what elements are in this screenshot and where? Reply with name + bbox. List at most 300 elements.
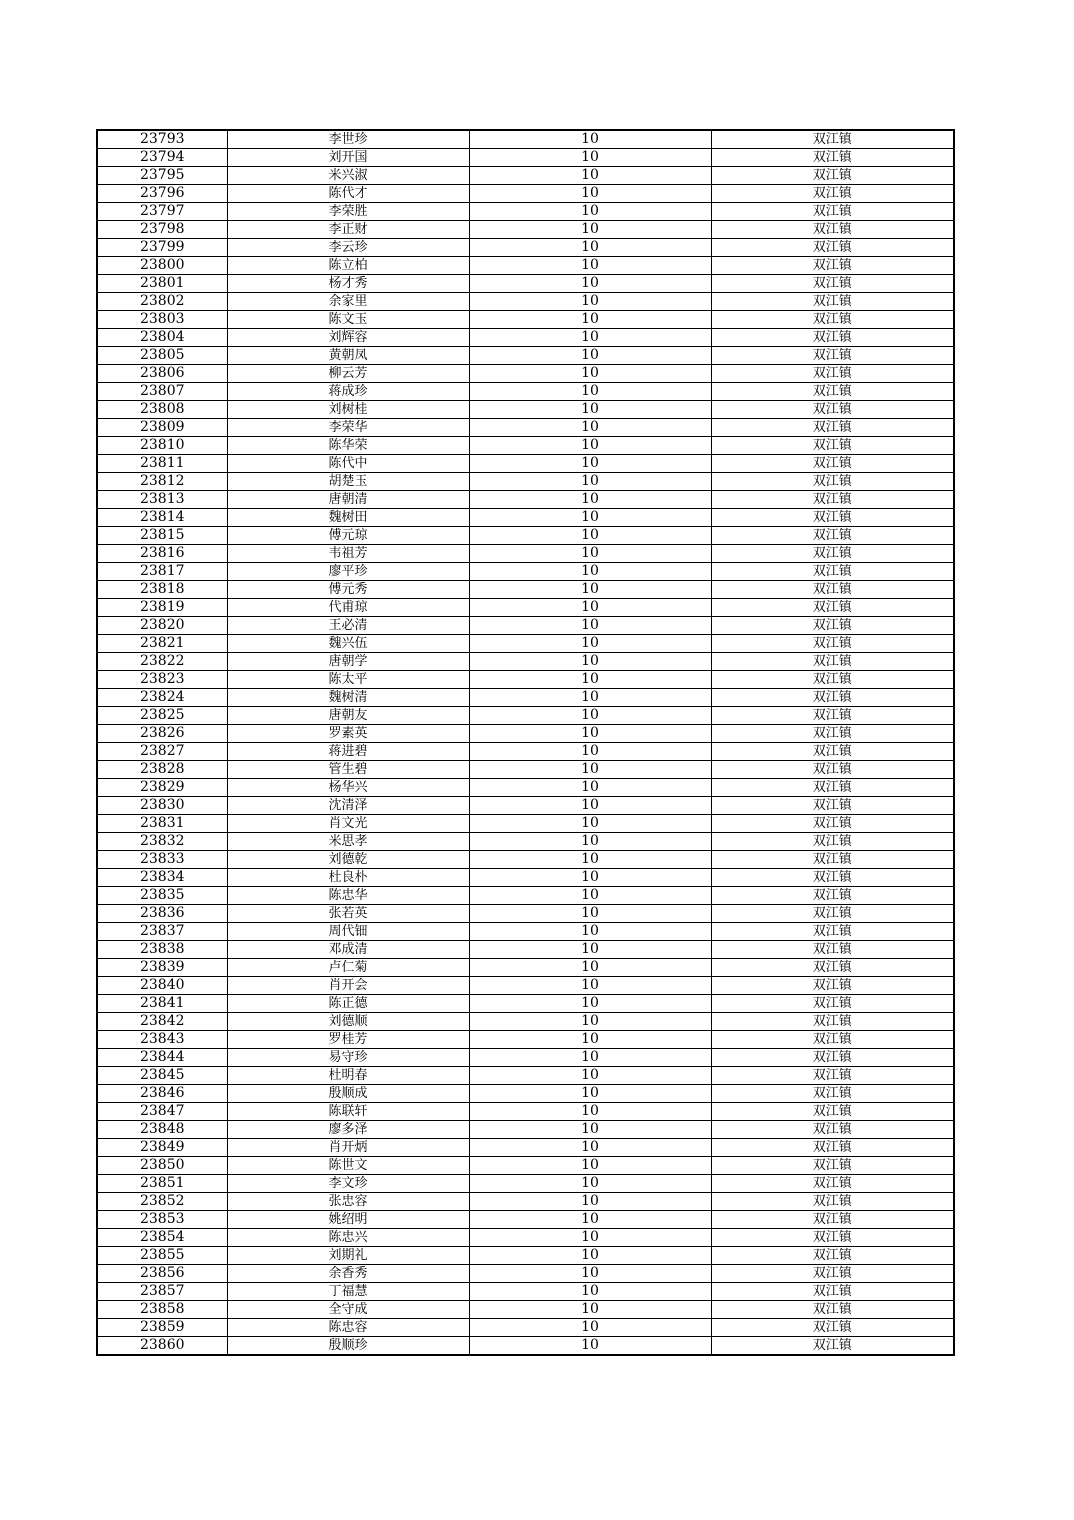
table-row [97,1337,954,1356]
town-cell: 双江镇 [711,1103,954,1121]
row-number-cell: 23824 [97,689,227,707]
amount-cell: 10 [469,761,711,779]
table-row [97,1049,954,1067]
amount-cell: 10 [469,130,711,149]
person-name-cell: 李荣胜 [227,203,469,221]
table-row [97,887,954,905]
table-row [97,869,954,887]
town-cell: 双江镇 [711,1229,954,1247]
table-row [97,833,954,851]
table-row [97,635,954,653]
town-cell: 双江镇 [711,130,954,149]
table-row [97,455,954,473]
row-number-cell: 23847 [97,1103,227,1121]
person-name-cell: 唐朝清 [227,491,469,509]
amount-cell: 10 [469,563,711,581]
person-name-cell: 李荣华 [227,419,469,437]
town-cell: 双江镇 [711,185,954,203]
person-name-cell: 胡楚玉 [227,473,469,491]
row-number-cell: 23836 [97,905,227,923]
person-name-cell: 陈华荣 [227,437,469,455]
amount-cell: 10 [469,1157,711,1175]
person-name-cell: 黄朝凤 [227,347,469,365]
person-name-cell: 傅元琼 [227,527,469,545]
town-cell: 双江镇 [711,203,954,221]
amount-cell: 10 [469,671,711,689]
amount-cell: 10 [469,293,711,311]
amount-cell: 10 [469,545,711,563]
table-row [97,347,954,365]
town-cell: 双江镇 [711,815,954,833]
person-name-cell: 罗桂芳 [227,1031,469,1049]
town-cell: 双江镇 [711,761,954,779]
town-cell: 双江镇 [711,725,954,743]
amount-cell: 10 [469,743,711,761]
town-cell: 双江镇 [711,1139,954,1157]
row-number-cell: 23811 [97,455,227,473]
amount-cell: 10 [469,1229,711,1247]
person-name-cell: 肖开炳 [227,1139,469,1157]
row-number-cell: 23826 [97,725,227,743]
amount-cell: 10 [469,941,711,959]
table-row [97,653,954,671]
town-cell: 双江镇 [711,635,954,653]
town-cell: 双江镇 [711,1211,954,1229]
row-number-cell: 23855 [97,1247,227,1265]
town-cell: 双江镇 [711,1031,954,1049]
person-name-cell: 管生碧 [227,761,469,779]
table-row [97,509,954,527]
amount-cell: 10 [469,329,711,347]
town-cell: 双江镇 [711,1049,954,1067]
person-name-cell: 陈正德 [227,995,469,1013]
amount-cell: 10 [469,1283,711,1301]
town-cell: 双江镇 [711,383,954,401]
amount-cell: 10 [469,959,711,977]
table-row [97,977,954,995]
table-row [97,761,954,779]
row-number-cell: 23808 [97,401,227,419]
person-name-cell: 殷顺成 [227,1085,469,1103]
town-cell: 双江镇 [711,1319,954,1337]
row-number-cell: 23815 [97,527,227,545]
table-row [97,671,954,689]
table-row [97,905,954,923]
row-number-cell: 23804 [97,329,227,347]
row-number-cell: 23840 [97,977,227,995]
amount-cell: 10 [469,1103,711,1121]
person-name-cell: 蒋进碧 [227,743,469,761]
town-cell: 双江镇 [711,491,954,509]
row-number-cell: 23818 [97,581,227,599]
table-row [97,617,954,635]
town-cell: 双江镇 [711,473,954,491]
town-cell: 双江镇 [711,1337,954,1356]
town-cell: 双江镇 [711,1265,954,1283]
row-number-cell: 23805 [97,347,227,365]
amount-cell: 10 [469,635,711,653]
table-row [97,1283,954,1301]
town-cell: 双江镇 [711,239,954,257]
town-cell: 双江镇 [711,329,954,347]
town-cell: 双江镇 [711,905,954,923]
amount-cell: 10 [469,995,711,1013]
town-cell: 双江镇 [711,995,954,1013]
row-number-cell: 23795 [97,167,227,185]
row-number-cell: 23820 [97,617,227,635]
town-cell: 双江镇 [711,851,954,869]
row-number-cell: 23846 [97,1085,227,1103]
person-name-cell: 杜明春 [227,1067,469,1085]
town-cell: 双江镇 [711,149,954,167]
row-number-cell: 23831 [97,815,227,833]
town-cell: 双江镇 [711,509,954,527]
table-row [97,383,954,401]
person-name-cell: 魏树清 [227,689,469,707]
person-name-cell: 陈联轩 [227,1103,469,1121]
town-cell: 双江镇 [711,689,954,707]
table-row [97,1121,954,1139]
person-name-cell: 陈代中 [227,455,469,473]
row-number-cell: 23852 [97,1193,227,1211]
amount-cell: 10 [469,869,711,887]
amount-cell: 10 [469,257,711,275]
person-name-cell: 沈清泽 [227,797,469,815]
amount-cell: 10 [469,401,711,419]
amount-cell: 10 [469,851,711,869]
amount-cell: 10 [469,473,711,491]
table-row [97,221,954,239]
person-name-cell: 廖多泽 [227,1121,469,1139]
person-name-cell: 廖平珍 [227,563,469,581]
row-number-cell: 23849 [97,1139,227,1157]
amount-cell: 10 [469,239,711,257]
row-number-cell: 23803 [97,311,227,329]
person-name-cell: 韦祖芳 [227,545,469,563]
table-row [97,1301,954,1319]
person-name-cell: 余家里 [227,293,469,311]
table-row [97,1139,954,1157]
town-cell: 双江镇 [711,977,954,995]
row-number-cell: 23802 [97,293,227,311]
table-row [97,1103,954,1121]
person-name-cell: 殷顺珍 [227,1337,469,1356]
amount-cell: 10 [469,275,711,293]
amount-cell: 10 [469,347,711,365]
town-cell: 双江镇 [711,1121,954,1139]
table-row [97,203,954,221]
town-cell: 双江镇 [711,437,954,455]
amount-cell: 10 [469,455,711,473]
amount-cell: 10 [469,1211,711,1229]
table-row [97,995,954,1013]
row-number-cell: 23835 [97,887,227,905]
person-name-cell: 蒋成珍 [227,383,469,401]
town-cell: 双江镇 [711,1193,954,1211]
town-cell: 双江镇 [711,545,954,563]
amount-cell: 10 [469,419,711,437]
town-cell: 双江镇 [711,1247,954,1265]
town-cell: 双江镇 [711,671,954,689]
amount-cell: 10 [469,1085,711,1103]
row-number-cell: 23823 [97,671,227,689]
amount-cell: 10 [469,725,711,743]
table-row [97,707,954,725]
amount-cell: 10 [469,221,711,239]
table-row [97,1175,954,1193]
table-row [97,689,954,707]
amount-cell: 10 [469,1067,711,1085]
person-name-cell: 陈世文 [227,1157,469,1175]
amount-cell: 10 [469,977,711,995]
table-row [97,149,954,167]
row-number-cell: 23794 [97,149,227,167]
town-cell: 双江镇 [711,1067,954,1085]
amount-cell: 10 [469,815,711,833]
person-name-cell: 杜良朴 [227,869,469,887]
town-cell: 双江镇 [711,797,954,815]
row-number-cell: 23841 [97,995,227,1013]
person-name-cell: 余香秀 [227,1265,469,1283]
table-row [97,491,954,509]
table-row [97,725,954,743]
person-name-cell: 杨华兴 [227,779,469,797]
row-number-cell: 23838 [97,941,227,959]
table-row [97,293,954,311]
table-row [97,1193,954,1211]
person-name-cell: 姚绍明 [227,1211,469,1229]
town-cell: 双江镇 [711,527,954,545]
town-cell: 双江镇 [711,293,954,311]
row-number-cell: 23807 [97,383,227,401]
amount-cell: 10 [469,365,711,383]
town-cell: 双江镇 [711,581,954,599]
row-number-cell: 23796 [97,185,227,203]
row-number-cell: 23837 [97,923,227,941]
amount-cell: 10 [469,203,711,221]
person-name-cell: 柳云芳 [227,365,469,383]
table-row [97,1265,954,1283]
town-cell: 双江镇 [711,1283,954,1301]
roster-table [96,129,955,1356]
amount-cell: 10 [469,167,711,185]
row-number-cell: 23844 [97,1049,227,1067]
person-name-cell: 米兴淑 [227,167,469,185]
amount-cell: 10 [469,887,711,905]
person-name-cell: 代甫琼 [227,599,469,617]
person-name-cell: 米思孝 [227,833,469,851]
row-number-cell: 23817 [97,563,227,581]
table-row [97,941,954,959]
town-cell: 双江镇 [711,275,954,293]
person-name-cell: 李文珍 [227,1175,469,1193]
table-row [97,419,954,437]
town-cell: 双江镇 [711,887,954,905]
row-number-cell: 23828 [97,761,227,779]
town-cell: 双江镇 [711,347,954,365]
row-number-cell: 23839 [97,959,227,977]
table-row [97,329,954,347]
row-number-cell: 23798 [97,221,227,239]
town-cell: 双江镇 [711,1301,954,1319]
amount-cell: 10 [469,1319,711,1337]
amount-cell: 10 [469,581,711,599]
amount-cell: 10 [469,383,711,401]
person-name-cell: 张若英 [227,905,469,923]
row-number-cell: 23801 [97,275,227,293]
amount-cell: 10 [469,149,711,167]
amount-cell: 10 [469,1265,711,1283]
amount-cell: 10 [469,617,711,635]
table-row [97,1157,954,1175]
amount-cell: 10 [469,599,711,617]
table-row [97,599,954,617]
town-cell: 双江镇 [711,1175,954,1193]
row-number-cell: 23842 [97,1013,227,1031]
amount-cell: 10 [469,1193,711,1211]
row-number-cell: 23832 [97,833,227,851]
town-cell: 双江镇 [711,653,954,671]
town-cell: 双江镇 [711,743,954,761]
row-number-cell: 23810 [97,437,227,455]
person-name-cell: 卢仁菊 [227,959,469,977]
table-row [97,257,954,275]
town-cell: 双江镇 [711,617,954,635]
row-number-cell: 23822 [97,653,227,671]
person-name-cell: 陈立柏 [227,257,469,275]
town-cell: 双江镇 [711,419,954,437]
amount-cell: 10 [469,707,711,725]
amount-cell: 10 [469,1301,711,1319]
amount-cell: 10 [469,779,711,797]
person-name-cell: 罗素英 [227,725,469,743]
person-name-cell: 肖开会 [227,977,469,995]
row-number-cell: 23797 [97,203,227,221]
row-number-cell: 23850 [97,1157,227,1175]
person-name-cell: 张忠容 [227,1193,469,1211]
person-name-cell: 刘德乾 [227,851,469,869]
table-row [97,797,954,815]
table-row [97,815,954,833]
table-row [97,311,954,329]
table-row [97,851,954,869]
row-number-cell: 23843 [97,1031,227,1049]
person-name-cell: 陈忠兴 [227,1229,469,1247]
row-number-cell: 23856 [97,1265,227,1283]
amount-cell: 10 [469,437,711,455]
table-row [97,1013,954,1031]
row-number-cell: 23853 [97,1211,227,1229]
amount-cell: 10 [469,1049,711,1067]
row-number-cell: 23854 [97,1229,227,1247]
table-row [97,743,954,761]
person-name-cell: 李云珍 [227,239,469,257]
person-name-cell: 魏兴伍 [227,635,469,653]
town-cell: 双江镇 [711,365,954,383]
table-row [97,527,954,545]
amount-cell: 10 [469,923,711,941]
amount-cell: 10 [469,833,711,851]
amount-cell: 10 [469,311,711,329]
person-name-cell: 陈忠华 [227,887,469,905]
row-number-cell: 23858 [97,1301,227,1319]
town-cell: 双江镇 [711,779,954,797]
row-number-cell: 23848 [97,1121,227,1139]
table-row [97,545,954,563]
person-name-cell: 易守珍 [227,1049,469,1067]
table-row [97,275,954,293]
table-row [97,959,954,977]
person-name-cell: 丁福慧 [227,1283,469,1301]
person-name-cell: 刘辉容 [227,329,469,347]
row-number-cell: 23809 [97,419,227,437]
amount-cell: 10 [469,527,711,545]
town-cell: 双江镇 [711,455,954,473]
row-number-cell: 23833 [97,851,227,869]
table-row [97,1229,954,1247]
row-number-cell: 23860 [97,1337,227,1356]
person-name-cell: 李正财 [227,221,469,239]
town-cell: 双江镇 [711,257,954,275]
amount-cell: 10 [469,1121,711,1139]
row-number-cell: 23825 [97,707,227,725]
table-row [97,239,954,257]
amount-cell: 10 [469,1139,711,1157]
amount-cell: 10 [469,1337,711,1356]
amount-cell: 10 [469,185,711,203]
table-row [97,401,954,419]
roster-table-body [97,130,954,1355]
town-cell: 双江镇 [711,959,954,977]
row-number-cell: 23821 [97,635,227,653]
person-name-cell: 唐朝友 [227,707,469,725]
row-number-cell: 23819 [97,599,227,617]
person-name-cell: 全守成 [227,1301,469,1319]
table-row [97,185,954,203]
table-row [97,130,954,149]
row-number-cell: 23845 [97,1067,227,1085]
town-cell: 双江镇 [711,707,954,725]
town-cell: 双江镇 [711,923,954,941]
table-row [97,1031,954,1049]
person-name-cell: 邓成清 [227,941,469,959]
town-cell: 双江镇 [711,869,954,887]
person-name-cell: 李世珍 [227,130,469,149]
row-number-cell: 23834 [97,869,227,887]
amount-cell: 10 [469,653,711,671]
table-row [97,1319,954,1337]
row-number-cell: 23806 [97,365,227,383]
town-cell: 双江镇 [711,563,954,581]
table-row [97,1067,954,1085]
person-name-cell: 陈忠容 [227,1319,469,1337]
person-name-cell: 刘开国 [227,149,469,167]
person-name-cell: 陈文玉 [227,311,469,329]
row-number-cell: 23812 [97,473,227,491]
table-row [97,1211,954,1229]
town-cell: 双江镇 [711,167,954,185]
row-number-cell: 23827 [97,743,227,761]
person-name-cell: 杨才秀 [227,275,469,293]
person-name-cell: 肖文光 [227,815,469,833]
person-name-cell: 唐朝学 [227,653,469,671]
town-cell: 双江镇 [711,599,954,617]
person-name-cell: 刘期礼 [227,1247,469,1265]
row-number-cell: 23814 [97,509,227,527]
row-number-cell: 23799 [97,239,227,257]
town-cell: 双江镇 [711,1013,954,1031]
person-name-cell: 王必清 [227,617,469,635]
